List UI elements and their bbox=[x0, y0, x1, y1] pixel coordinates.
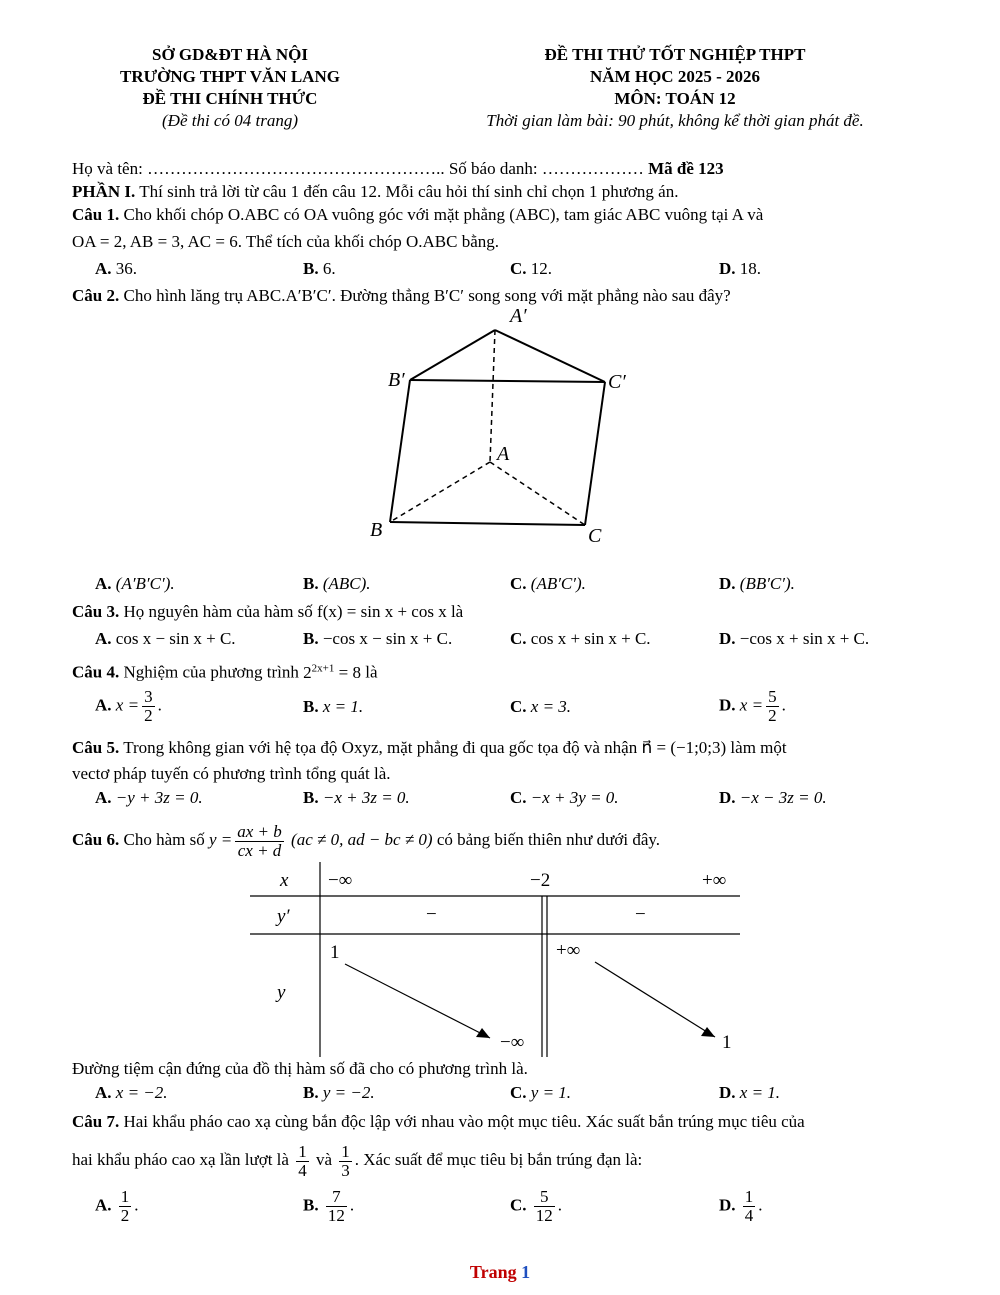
question-1-options bbox=[95, 256, 925, 282]
x-value-critical: −2 bbox=[530, 870, 551, 891]
question-7-line-1 bbox=[72, 1110, 930, 1134]
department-name: SỞ GD&ĐT HÀ NỘI bbox=[151, 45, 308, 64]
function-fraction: $\frac{ax + b}{cx + d}$ bbox=[237, 821, 282, 860]
exam-title: ĐỀ THI THỬ TỐT NGHIỆP THPT bbox=[544, 45, 806, 64]
question-1-option-a[interactable]: A. 36. bbox=[95, 259, 138, 278]
prism-edge-bb1 bbox=[390, 380, 410, 522]
probability-fraction-1: $\frac{1}{4}$ bbox=[298, 1141, 307, 1180]
y-value-right-start: +∞ bbox=[556, 940, 581, 961]
prism-edge-bc bbox=[390, 522, 585, 525]
label-a-prime: A′ bbox=[510, 305, 527, 327]
question-1-option-d[interactable]: D. 18. bbox=[719, 259, 762, 278]
prism-edge-b1c1 bbox=[410, 380, 605, 382]
question-7-option-c[interactable]: C. $\frac{5}{12}$ . bbox=[510, 1187, 563, 1225]
question-4-label: Câu 4. bbox=[72, 662, 120, 682]
prism-edge-a1c1 bbox=[495, 330, 605, 382]
school-block bbox=[70, 44, 390, 132]
id-label: Số báo danh: ……………… bbox=[448, 159, 644, 178]
question-1-label: Câu 1. bbox=[72, 205, 120, 224]
question-5-text: Trong không gian với hệ tọa độ Oxyz, mặt phẳng đi qua gốc tọa độ và nhận n⃗ = (−1;0;3) làm một bbox=[123, 738, 787, 757]
question-7-text: Hai khẩu pháo cao xạ cùng bắn độc lập với nhau vào một mục tiêu. Xác suất bắn trúng mục tiêu của bbox=[123, 1112, 805, 1131]
question-3-option-d[interactable]: D. −cos x + sin x + C. bbox=[719, 629, 870, 648]
question-6-options bbox=[95, 1080, 925, 1106]
question-2-option-b[interactable]: B. (ABC). bbox=[303, 574, 371, 593]
question-1-option-c[interactable]: C. 12. bbox=[510, 259, 553, 278]
question-4-option-b[interactable]: B. x = 1. bbox=[303, 697, 364, 716]
question-3-options bbox=[95, 626, 925, 652]
question-4-option-a[interactable]: A. x = $\frac{3}{2}$ . bbox=[95, 687, 162, 725]
y-value-right-end: 1 bbox=[722, 1032, 732, 1053]
row-label-y: y bbox=[277, 982, 286, 1003]
probability-fraction-2: $\frac{1}{3}$ bbox=[341, 1141, 350, 1180]
prism-edge-cc1 bbox=[585, 382, 605, 525]
subject: MÔN: TOÁN 12 bbox=[614, 89, 736, 108]
question-2-option-d[interactable]: D. (BB′C′). bbox=[719, 574, 795, 593]
exam-info-block bbox=[430, 44, 920, 132]
question-7-label: Câu 7. bbox=[72, 1112, 120, 1131]
question-1-text: Cho khối chóp O.ABC có OA vuông góc với mặt phẳng (ABC), tam giác ABC vuông tại A và bbox=[123, 205, 764, 224]
page-footer bbox=[0, 1262, 1000, 1283]
yp-sign-right: − bbox=[635, 904, 646, 925]
question-3-option-c[interactable]: C. cos x + sin x + C. bbox=[510, 629, 651, 648]
question-4-option-c[interactable]: C. x = 3. bbox=[510, 697, 572, 716]
exam-code: Mã đề 123 bbox=[648, 159, 724, 178]
question-5-label: Câu 5. bbox=[72, 738, 120, 757]
question-4-equation: $2^{2x+1} = 8$ bbox=[303, 662, 361, 682]
page-word: Trang bbox=[469, 1262, 517, 1282]
question-1-text-2: OA = 2, AB = 3, AC = 6. Thể tích của khối chóp O.ABC bằng. bbox=[72, 232, 499, 251]
question-5-option-b[interactable]: B. −x + 3z = 0. bbox=[303, 788, 410, 807]
question-5-text-2: vectơ pháp tuyến có phương trình tổng quát là. bbox=[72, 764, 391, 783]
question-3-option-a[interactable]: A. cos x − sin x + C. bbox=[95, 629, 236, 648]
prism-figure bbox=[360, 300, 640, 550]
part-1-text: Thí sinh trả lời từ câu 1 đến câu 12. Mỗi câu hỏi thí sinh chỉ chọn 1 phương án. bbox=[139, 182, 679, 201]
question-1-line-2 bbox=[72, 230, 930, 254]
question-5-options bbox=[95, 785, 925, 811]
question-2-option-a[interactable]: A. (A′B′C′). bbox=[95, 574, 175, 593]
prism-edge-ab-hidden bbox=[390, 462, 490, 522]
time-note: Thời gian làm bài: 90 phút, không kể thời gian phát đề. bbox=[486, 111, 864, 130]
y-value-left-end: −∞ bbox=[500, 1032, 525, 1053]
question-7-line-2: hai khẩu pháo cao xạ lần lượt là $\frac{1}{4}$ và $\frac{1}{3}$ . Xác suất để mục tiêu bị bắn trúng đạn là: bbox=[72, 1141, 643, 1180]
question-4-line-1: Câu 4. Nghiệm của phương trình $2^{2x+1} = 8$ là bbox=[72, 662, 378, 682]
prism-edge-aa1-hidden bbox=[490, 330, 495, 462]
label-a: A bbox=[497, 443, 510, 465]
question-7-options bbox=[95, 1188, 925, 1228]
yp-sign-left: − bbox=[426, 904, 437, 925]
question-6-label: Câu 6. bbox=[72, 830, 120, 849]
student-info-line bbox=[72, 157, 930, 181]
question-5-line-2 bbox=[72, 762, 930, 786]
row-label-yp: y′ bbox=[277, 906, 290, 927]
variation-table bbox=[250, 862, 740, 1057]
question-6-option-a[interactable]: A. x = −2. bbox=[95, 1083, 168, 1102]
school-name: TRƯỜNG THPT VĂN LANG bbox=[120, 67, 340, 86]
part-1-instruction bbox=[72, 180, 930, 204]
prism-edge-b1a1 bbox=[410, 330, 495, 380]
page-number: 1 bbox=[521, 1262, 531, 1282]
question-4-option-d[interactable]: D. x = $\frac{5}{2}$ . bbox=[719, 687, 786, 725]
school-year: NĂM HỌC 2025 - 2026 bbox=[590, 67, 760, 86]
page-count-note: (Đề thi có 04 trang) bbox=[162, 111, 298, 130]
question-6-line-1: Câu 6. Cho hàm số y = $\frac{ax + b}{cx + d}$ (ac ≠ 0, ad − bc ≠ 0) có bảng biến thiên như dưới đây. bbox=[72, 821, 661, 860]
label-c-prime: C′ bbox=[608, 371, 626, 393]
question-2-option-c[interactable]: C. (AB′C′). bbox=[510, 574, 586, 593]
prism-edge-ac-hidden bbox=[490, 462, 585, 525]
official-exam-label: ĐỀ THI CHÍNH THỨC bbox=[142, 89, 318, 108]
name-label: Họ và tên: …………………………………………….. bbox=[72, 159, 445, 178]
question-3-label: Câu 3. bbox=[72, 602, 120, 621]
question-5-line-1 bbox=[72, 736, 930, 760]
question-6-option-b[interactable]: B. y = −2. bbox=[303, 1083, 375, 1102]
question-1-option-b[interactable]: B. 6. bbox=[303, 259, 336, 278]
question-5-option-d[interactable]: D. −x − 3z = 0. bbox=[719, 788, 827, 807]
question-6-text-2: Đường tiệm cận đứng của đồ thị hàm số đã cho có phương trình là. bbox=[72, 1059, 528, 1078]
question-4-options bbox=[95, 688, 925, 724]
question-1-line-1 bbox=[72, 203, 930, 227]
question-3-option-b[interactable]: B. −cos x − sin x + C. bbox=[303, 629, 453, 648]
row-label-x: x bbox=[280, 870, 289, 891]
question-5-option-a[interactable]: A. −y + 3z = 0. bbox=[95, 788, 203, 807]
question-5-option-c[interactable]: C. −x + 3y = 0. bbox=[510, 788, 619, 807]
question-7-option-d[interactable]: D. $\frac{1}{4}$ . bbox=[719, 1187, 763, 1225]
question-3-line-1 bbox=[72, 600, 930, 624]
question-6-line-2 bbox=[72, 1057, 930, 1081]
label-b: B bbox=[370, 519, 383, 541]
question-2-options bbox=[95, 571, 925, 597]
question-7-option-a[interactable]: A. $\frac{1}{2}$ . bbox=[95, 1187, 139, 1225]
question-6-option-d[interactable]: D. x = 1. bbox=[719, 1083, 781, 1102]
y-value-left-start: 1 bbox=[330, 942, 340, 963]
question-4-text: Nghiệm của phương trình bbox=[123, 662, 299, 682]
x-value-neg-inf: −∞ bbox=[328, 870, 353, 891]
question-2-text: Cho hình lăng trụ ABC.A′B′C′. Đường thẳng B′C′ song song với mặt phẳng nào sau đây? bbox=[123, 286, 731, 305]
x-value-pos-inf: +∞ bbox=[702, 870, 727, 891]
part-1-title: PHẦN I. bbox=[72, 182, 136, 201]
label-c: C bbox=[588, 525, 602, 547]
question-7-option-b[interactable]: B. $\frac{7}{12}$ . bbox=[303, 1187, 355, 1225]
label-b-prime: B′ bbox=[388, 369, 405, 391]
question-6-option-c[interactable]: C. y = 1. bbox=[510, 1083, 572, 1102]
question-2-label: Câu 2. bbox=[72, 286, 120, 305]
question-3-text: Họ nguyên hàm của hàm số f(x) = sin x + cos x là bbox=[123, 602, 464, 621]
